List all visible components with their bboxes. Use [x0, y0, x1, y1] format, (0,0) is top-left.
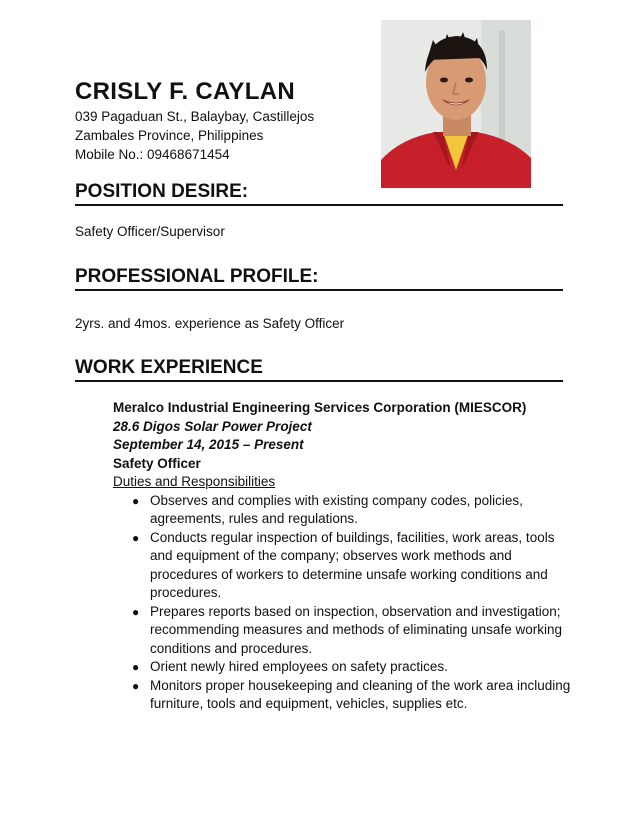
list-item	[113, 603, 573, 659]
duty-text: Orient newly hired employees on safety practices.	[150, 659, 448, 674]
duty-text: Prepares reports based on inspection, observation and investigation; recommending measures and methods of eliminating unsafe working conditions and procedures.	[150, 603, 562, 656]
list-item	[113, 529, 573, 603]
duty-text: Observes and complies with existing company codes, policies, agreements, rules and regulations.	[150, 492, 523, 526]
list-item	[113, 677, 573, 714]
job-entry	[113, 399, 573, 714]
professional-profile-heading: PROFESSIONAL PROFILE:	[75, 266, 563, 291]
professional-profile-text: 2yrs. and 4mos. experience as Safety Officer	[75, 316, 345, 331]
applicant-name: CRISLY F. CAYLAN	[75, 78, 295, 105]
bullet-icon: ●	[132, 660, 140, 674]
position-desire-heading: POSITION DESIRE:	[75, 181, 563, 206]
mobile-number: Mobile No.: 09468671454	[75, 147, 230, 162]
portrait-illustration	[381, 20, 531, 188]
bullet-icon: ●	[132, 678, 140, 693]
duties-label: Duties and Responsibilities	[113, 474, 276, 489]
address-line-2: Zambales Province, Philippines	[75, 128, 264, 143]
duty-text: Conducts regular inspection of buildings, facilities, work areas, tools and equipment of the company; observes work methods and procedures of workers to determine unsafe working conditions and procedures.	[150, 529, 555, 600]
position-desire-text: Safety Officer/Supervisor	[75, 224, 225, 239]
company-name: Meralco Industrial Engineering Services Corporation (MIESCOR)	[113, 400, 527, 415]
list-item	[113, 658, 573, 677]
applicant-photo	[381, 20, 531, 188]
duties-list	[113, 492, 573, 714]
list-item	[113, 492, 573, 529]
bullet-icon: ●	[132, 493, 140, 508]
work-experience-heading: WORK EXPERIENCE	[75, 357, 563, 382]
contact-block	[75, 107, 314, 164]
project-name: 28.6 Digos Solar Power Project	[113, 418, 312, 434]
address-line-1: 039 Pagaduan St., Balaybay, Castillejos	[75, 109, 315, 124]
bullet-icon: ●	[132, 604, 140, 619]
duty-text: Monitors proper housekeeping and cleaning of the work area including furniture, tools and equipment, vehicles, supplies etc.	[150, 677, 571, 711]
job-title: Safety Officer	[113, 455, 201, 471]
employment-dates: September 14, 2015 – Present	[113, 437, 304, 452]
bullet-icon: ●	[132, 530, 140, 545]
